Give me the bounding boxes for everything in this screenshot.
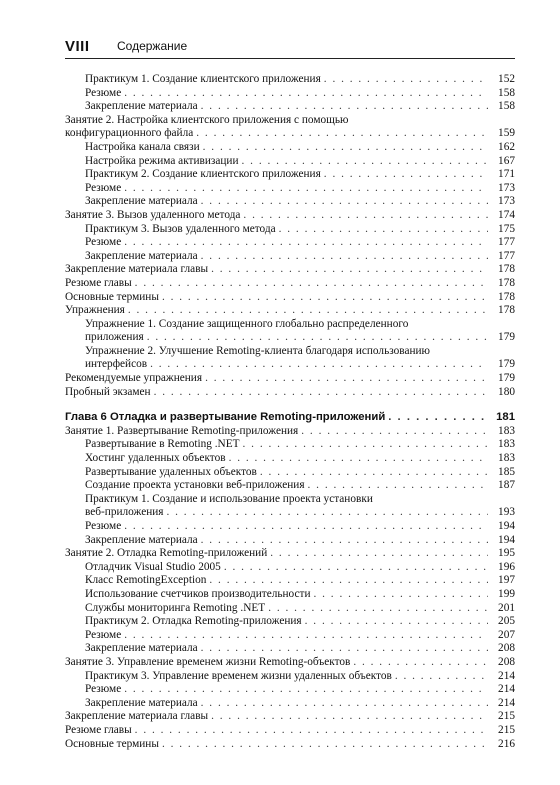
leader-dots: [124, 87, 488, 101]
toc-entry[interactable]: [65, 466, 515, 480]
toc-entry[interactable]: [65, 250, 515, 264]
leader-dots: [162, 738, 488, 752]
toc-entry-title: Практикум 2. Отладка Remoting-приложения: [85, 615, 302, 628]
leader-dots: [279, 223, 488, 237]
toc-entry-title: Резюме: [85, 683, 122, 696]
leader-dots: [305, 615, 488, 629]
toc-page-number: 214: [498, 669, 515, 682]
toc-entry[interactable]: [65, 697, 515, 711]
toc-entry-title: Резюме: [85, 520, 122, 532]
page-number: VIII: [65, 38, 90, 55]
toc-entry[interactable]: [65, 304, 515, 318]
leader-dots: [353, 656, 488, 670]
toc-page-number: 187: [498, 479, 515, 492]
toc-entry-title: Упражнение 2. Улучшение Remoting-клиента благодаря использованию: [85, 344, 430, 357]
leader-dots: [203, 141, 488, 155]
toc-page-number: 197: [498, 574, 515, 587]
toc-entry[interactable]: [65, 318, 515, 332]
toc-entry[interactable]: [65, 209, 515, 223]
toc-entry-title: Практикум 1. Создание клиентского приложения: [85, 73, 321, 85]
toc-entry-title: конфигурационного файла: [65, 127, 194, 140]
toc-entry[interactable]: [65, 588, 515, 602]
toc-page-number: 193: [498, 506, 515, 519]
toc-entry[interactable]: [65, 345, 515, 359]
toc-page-number: 216: [498, 737, 515, 750]
toc-entry[interactable]: [65, 73, 515, 87]
toc-page-number: 158: [498, 100, 515, 113]
toc-entry[interactable]: [65, 629, 515, 643]
toc-entry-title: Использование счетчиков производительности: [85, 587, 311, 600]
toc-entry-title: веб-приложения: [85, 506, 164, 519]
leader-dots: [211, 710, 488, 724]
toc-entry-title: приложения: [85, 331, 144, 344]
toc-entry[interactable]: [65, 452, 515, 466]
toc-entry[interactable]: [65, 506, 515, 520]
toc-entry[interactable]: [65, 738, 515, 752]
toc-entry[interactable]: [65, 561, 515, 575]
toc-entry[interactable]: [65, 263, 515, 277]
toc-entry-title: Закрепление материала: [85, 533, 198, 546]
toc-entry[interactable]: [65, 291, 515, 305]
toc-entry[interactable]: [65, 479, 515, 493]
toc-entry-title: Резюме: [85, 628, 122, 641]
leader-dots: [201, 195, 488, 209]
toc-entry[interactable]: [65, 438, 515, 452]
toc-page-number: 183: [498, 424, 515, 437]
toc-page-number: 162: [498, 140, 515, 153]
toc-entry-title: Закрепление материала: [85, 642, 198, 655]
leader-dots: [124, 182, 488, 196]
toc-entry-title: Настройка режима активизации: [85, 154, 239, 167]
toc-page-number: 178: [498, 276, 515, 289]
toc-entry[interactable]: [65, 127, 515, 141]
toc-page-number: 179: [498, 358, 515, 371]
toc-page-number: 194: [498, 520, 515, 532]
toc-entry[interactable]: [65, 724, 515, 738]
toc-entry-title: Пробный экзамен: [65, 385, 151, 398]
toc-entry[interactable]: [65, 182, 515, 196]
toc-page-number: 152: [498, 73, 515, 85]
toc-entry-title: интерфейсов: [85, 358, 148, 371]
toc-page-number: 214: [498, 696, 515, 709]
toc-entry[interactable]: [65, 155, 515, 169]
leader-dots: [162, 291, 488, 305]
toc-entry[interactable]: [65, 425, 515, 439]
leader-dots: [242, 155, 488, 169]
toc-entry-title: Глава 6 Отладка и развертывание Remoting-приложений: [65, 411, 386, 424]
toc-entry[interactable]: [65, 277, 515, 291]
leader-dots: [150, 358, 488, 372]
toc-page-number: 178: [498, 304, 515, 317]
toc-entry-title: Резюме главы: [65, 276, 132, 289]
leader-dots: [260, 466, 488, 480]
leader-dots: [124, 683, 488, 697]
toc-entry-title: Практикум 3. Вызов удаленного метода: [85, 222, 276, 235]
toc-page-number: 196: [498, 560, 515, 573]
toc-page-number: 171: [498, 168, 515, 181]
leader-dots: [201, 534, 488, 548]
toc-entry-title: Развертывание удаленных объектов: [85, 465, 257, 478]
toc-entry-title: Закрепление материала: [85, 100, 198, 113]
leader-dots: [314, 588, 489, 602]
running-title: Содержание: [117, 39, 188, 53]
toc-chapter-entry[interactable]: [65, 411, 515, 425]
toc-entry[interactable]: [65, 358, 515, 372]
toc-page-number: 180: [498, 385, 515, 398]
toc-entry-title: Хостинг удаленных объектов: [85, 452, 226, 465]
toc-entry-title: Практикум 1. Создание и использование проекта установки: [85, 492, 373, 505]
toc-entry[interactable]: [65, 574, 515, 588]
toc-page-number: 174: [498, 208, 515, 221]
leader-dots: [124, 629, 488, 643]
leader-dots: [205, 372, 488, 386]
toc-entry-title: Закрепление материала: [85, 195, 198, 208]
toc-page-number: 214: [498, 683, 515, 696]
toc-page-number: 179: [498, 331, 515, 344]
leader-dots: [167, 506, 489, 520]
toc-page-number: 159: [498, 127, 515, 140]
toc-entry-title: Резюме главы: [65, 723, 132, 736]
toc-page-number: 185: [498, 465, 515, 478]
leader-dots: [154, 386, 488, 400]
leader-dots: [201, 642, 488, 656]
toc-page-number: 183: [498, 438, 515, 451]
leader-dots: [388, 411, 488, 425]
leader-dots: [268, 602, 488, 616]
toc-entry[interactable]: [65, 534, 515, 548]
section-gap: [65, 399, 515, 411]
toc-entry[interactable]: [65, 236, 515, 250]
toc-page-number: 179: [498, 372, 515, 385]
leader-dots: [224, 561, 488, 575]
leader-dots: [301, 425, 488, 439]
toc-entry-title: Рекомендуемые упражнения: [65, 372, 203, 385]
leader-dots: [196, 127, 488, 141]
leader-dots: [135, 724, 488, 738]
toc-entry[interactable]: [65, 710, 515, 724]
toc-entry-title: Класс RemotingException: [85, 574, 207, 587]
toc-page-number: 177: [498, 249, 515, 262]
toc-page-number: 173: [498, 195, 515, 208]
toc-entry[interactable]: [65, 602, 515, 616]
toc-entry-title: Основные термины: [65, 737, 159, 750]
toc-page-number: 178: [498, 263, 515, 276]
toc-entry[interactable]: [65, 615, 515, 629]
toc-entry-title: Упражнения: [65, 304, 125, 317]
leader-dots: [135, 277, 488, 291]
toc-page-number: 205: [498, 615, 515, 628]
toc-entry[interactable]: [65, 670, 515, 684]
leader-dots: [229, 452, 488, 466]
leader-dots: [201, 697, 488, 711]
toc-entry-title: Развертывание в Remoting .NET: [85, 438, 240, 451]
leader-dots: [124, 520, 488, 534]
toc-entry[interactable]: [65, 386, 515, 400]
table-of-contents: [65, 73, 515, 751]
leader-dots: [243, 438, 488, 452]
toc-entry-title: Закрепление материала: [85, 696, 198, 709]
toc-page-number: 215: [498, 723, 515, 736]
toc-page-number: 173: [498, 181, 515, 194]
toc-entry[interactable]: [65, 493, 515, 507]
toc-entry[interactable]: [65, 223, 515, 237]
toc-entry-title: Практикум 3. Управление временем жизни удаленных объектов: [85, 669, 392, 682]
toc-entry[interactable]: [65, 642, 515, 656]
toc-entry[interactable]: [65, 168, 515, 182]
toc-entry[interactable]: [65, 100, 515, 114]
toc-page-number: 167: [498, 154, 515, 167]
toc-entry-title: Резюме: [85, 236, 122, 249]
toc-page-number: 194: [498, 533, 515, 546]
toc-page-number: 199: [498, 587, 515, 600]
toc-page-number: 178: [498, 290, 515, 303]
toc-entry[interactable]: [65, 195, 515, 209]
leader-dots: [209, 574, 488, 588]
leader-dots: [270, 547, 488, 561]
toc-entry[interactable]: [65, 87, 515, 101]
toc-entry-title: Создание проекта установки веб-приложения: [85, 479, 305, 492]
toc-entry[interactable]: [65, 683, 515, 697]
toc-page-number: 195: [498, 547, 515, 560]
toc-entry-title: Настройка канала связи: [85, 140, 200, 153]
leader-dots: [124, 236, 488, 250]
toc-entry-title: Практикум 2. Создание клиентского приложения: [85, 168, 321, 181]
leader-dots: [201, 100, 488, 114]
leader-dots: [128, 304, 488, 318]
toc-entry-title: Занятие 2. Настройка клиентского приложения с помощью: [65, 113, 349, 126]
toc-page-number: 207: [498, 628, 515, 641]
toc-entry-title: Занятие 3. Вызов удаленного метода: [65, 208, 241, 221]
toc-page-number: 183: [498, 452, 515, 465]
toc-entry-title: Занятие 3. Управление временем жизни Remoting-объектов: [65, 655, 351, 668]
toc-entry-title: Службы мониторинга Remoting .NET: [85, 601, 266, 614]
leader-dots: [324, 73, 488, 87]
toc-page-number: 201: [498, 601, 515, 614]
toc-entry-title: Занятие 1. Развертывание Remoting-приложения: [65, 424, 299, 437]
leader-dots: [211, 263, 488, 277]
leader-dots: [308, 479, 488, 493]
toc-entry-title: Закрепление материала: [85, 249, 198, 262]
toc-entry[interactable]: [65, 656, 515, 670]
leader-dots: [395, 670, 488, 684]
toc-entry[interactable]: [65, 372, 515, 386]
toc-entry-title: Резюме: [85, 181, 122, 194]
leader-dots: [243, 209, 488, 223]
toc-entry-title: Занятие 2. Отладка Remoting-приложений: [65, 547, 268, 560]
leader-dots: [324, 168, 488, 182]
toc-page-number: 177: [498, 236, 515, 249]
toc-entry[interactable]: [65, 520, 515, 534]
toc-page-number: 208: [498, 655, 515, 668]
toc-page-number: 158: [498, 86, 515, 99]
toc-page-number: 208: [498, 642, 515, 655]
toc-entry-title: Закрепление материала главы: [65, 710, 209, 723]
page-header: [65, 38, 515, 60]
toc-entry[interactable]: [65, 114, 515, 128]
toc-entry[interactable]: [65, 141, 515, 155]
toc-page-number: 215: [498, 710, 515, 723]
toc-page-number: 181: [496, 411, 515, 424]
toc-entry-title: Основные термины: [65, 290, 159, 303]
toc-entry-title: Отладчик Visual Studio 2005: [85, 560, 221, 573]
header-rule: [65, 58, 515, 59]
leader-dots: [147, 331, 488, 345]
toc-entry-title: Резюме: [85, 86, 122, 99]
toc-entry-title: Упражнение 1. Создание защищенного глобально распределенного: [85, 317, 409, 330]
toc-page-number: 175: [498, 222, 515, 235]
toc-entry-title: Закрепление материала главы: [65, 263, 209, 276]
toc-entry[interactable]: [65, 547, 515, 561]
leader-dots: [201, 250, 488, 264]
toc-entry[interactable]: [65, 331, 515, 345]
